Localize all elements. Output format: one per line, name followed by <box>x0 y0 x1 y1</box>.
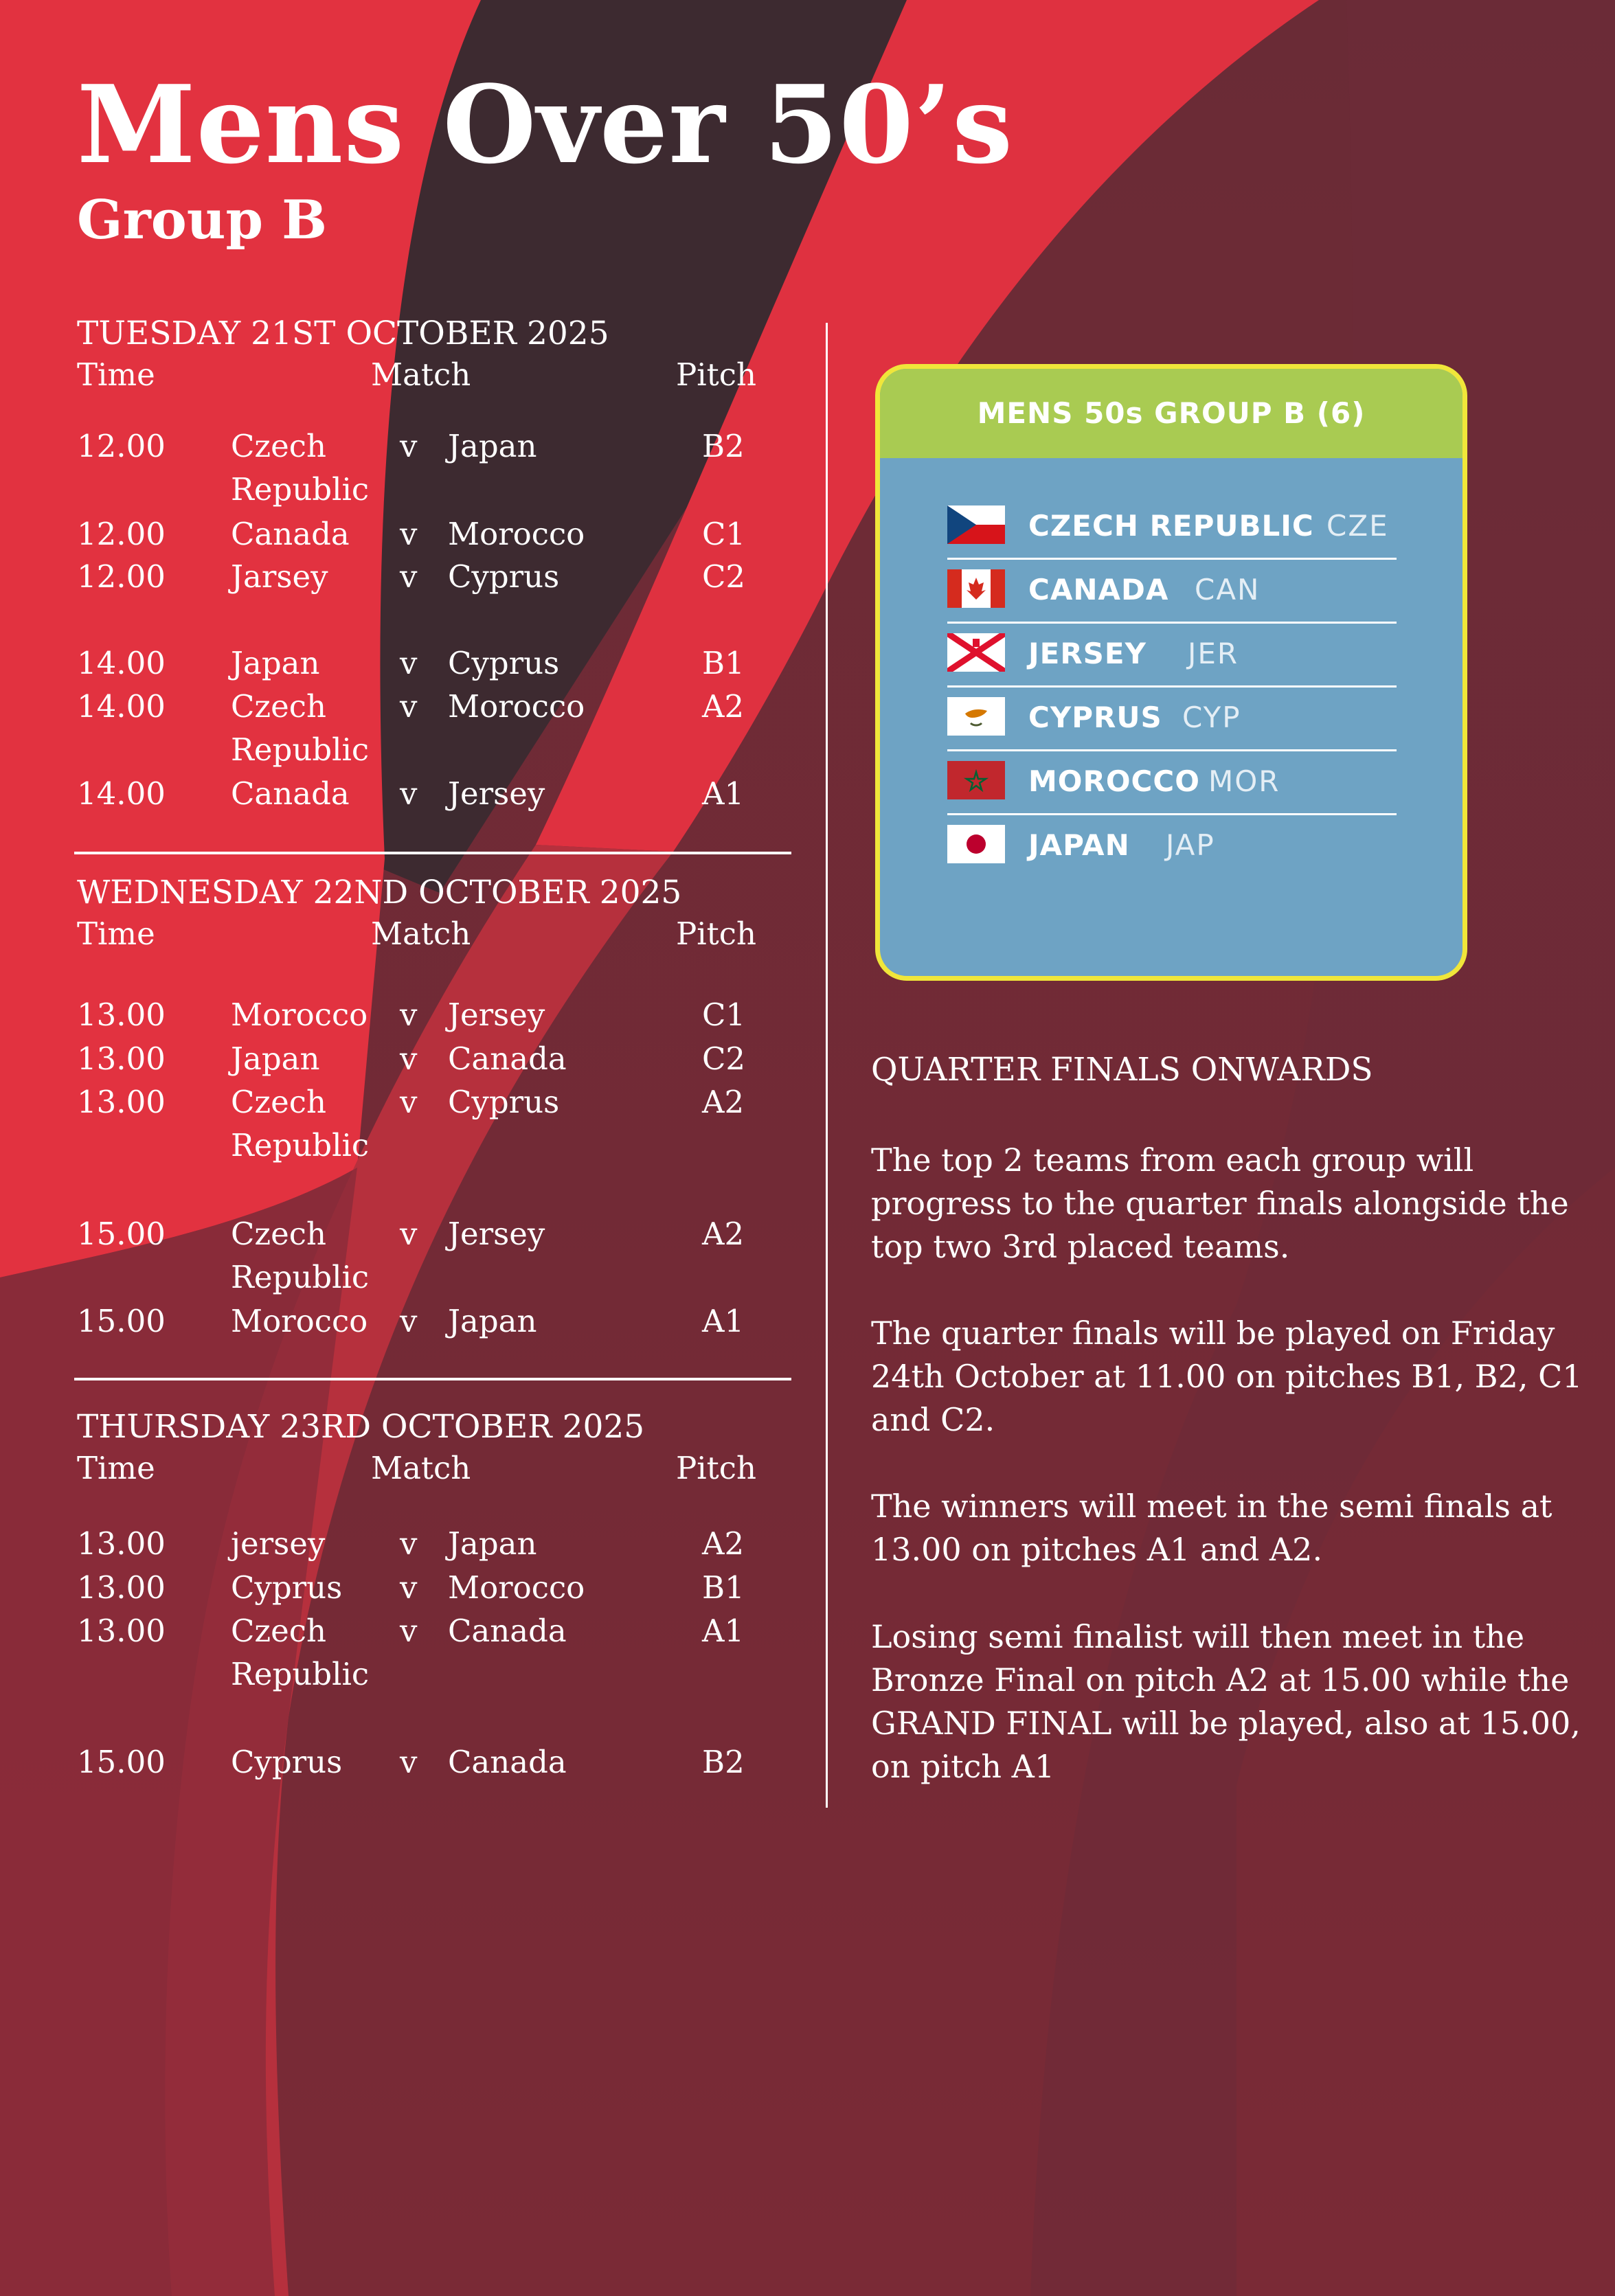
versus-label: v <box>400 1525 418 1562</box>
match-row <box>77 1037 791 1080</box>
versus-label: v <box>400 1744 418 1780</box>
czech-flag-icon <box>947 505 1005 544</box>
day-schedule-tuesday <box>77 315 791 397</box>
match-row <box>77 1080 791 1167</box>
away-team: Japan <box>448 1303 537 1339</box>
day-title: TUESDAY 21ST OCTOBER 2025 <box>77 315 609 352</box>
team-code: JAP <box>1166 828 1215 862</box>
team-code: JER <box>1188 637 1239 670</box>
match-pitch: A2 <box>702 1216 745 1252</box>
day-title: WEDNESDAY 22ND OCTOBER 2025 <box>77 874 682 911</box>
page-subtitle: Group B <box>77 189 328 251</box>
home-team: Cyprus <box>231 1744 343 1780</box>
match-header: Match <box>371 1450 471 1486</box>
column-divider <box>826 323 828 1808</box>
match-row <box>77 685 791 771</box>
match-pitch: B2 <box>702 1744 745 1780</box>
away-team: Jersey <box>448 997 545 1033</box>
versus-label: v <box>400 1216 418 1252</box>
time-header: Time <box>77 356 155 393</box>
day-schedule-wednesday <box>77 874 791 956</box>
match-pitch: B1 <box>702 645 745 681</box>
team-row-morocco <box>947 750 1397 815</box>
versus-label: v <box>400 1041 418 1077</box>
match-pitch: C1 <box>702 997 746 1033</box>
pitch-header: Pitch <box>676 916 756 952</box>
home-team: Morocco <box>231 997 368 1033</box>
match-row <box>77 1299 791 1343</box>
column-headers <box>77 353 791 397</box>
pitch-header: Pitch <box>676 356 756 393</box>
match-row <box>77 1566 791 1609</box>
home-team: Japan <box>231 1041 320 1077</box>
home-team: jersey <box>231 1525 326 1562</box>
home-team: Czech Republic <box>231 1084 370 1163</box>
versus-label: v <box>400 1613 418 1649</box>
home-team: Canada <box>231 516 350 552</box>
versus-label: v <box>400 428 418 464</box>
match-row <box>77 1740 791 1784</box>
japan-flag-icon <box>947 825 1005 863</box>
jersey-flag-icon <box>947 633 1005 672</box>
section-divider <box>74 1378 791 1380</box>
match-row <box>77 424 791 511</box>
away-team: Cyprus <box>448 558 560 595</box>
time-header: Time <box>77 916 155 952</box>
match-pitch: C2 <box>702 1041 746 1077</box>
match-pitch: C1 <box>702 516 746 552</box>
match-time: 12.00 <box>77 516 166 552</box>
match-time: 14.00 <box>77 688 166 725</box>
match-pitch: A2 <box>702 688 745 725</box>
column-headers <box>77 912 791 956</box>
match-time: 13.00 <box>77 1041 166 1077</box>
team-code: CYP <box>1182 701 1241 734</box>
home-team: Morocco <box>231 1303 368 1339</box>
match-pitch: B1 <box>702 1569 745 1606</box>
away-team: Japan <box>448 428 537 464</box>
team-name: MOROCCO <box>1028 764 1200 798</box>
match-header: Match <box>371 916 471 952</box>
pitch-header: Pitch <box>676 1450 756 1486</box>
match-time: 15.00 <box>77 1216 166 1252</box>
match-pitch: A1 <box>702 1613 745 1649</box>
match-row <box>77 1609 791 1696</box>
cyprus-flag-icon <box>947 697 1005 736</box>
quarter-finals-paragraph: The quarter finals will be played on Friday 24th October at 11.00 on pitches B1, B2, C1 and C2. <box>871 1315 1583 1438</box>
day-schedule-thursday <box>77 1408 791 1490</box>
match-time: 13.00 <box>77 1569 166 1606</box>
home-team: Jarsey <box>231 558 328 595</box>
versus-label: v <box>400 997 418 1033</box>
canada-flag-icon <box>947 569 1005 608</box>
versus-label: v <box>400 1569 418 1606</box>
section-divider <box>74 852 791 854</box>
team-name: JAPAN <box>1028 828 1130 862</box>
match-header: Match <box>371 356 471 393</box>
group-card-title: MENS 50s GROUP B (6) <box>880 369 1462 458</box>
home-team: Japan <box>231 645 320 681</box>
match-row <box>77 1522 791 1565</box>
team-row-cyprus <box>947 686 1397 751</box>
group-card <box>875 364 1467 981</box>
match-time: 15.00 <box>77 1744 166 1780</box>
match-pitch: A2 <box>702 1525 745 1562</box>
team-row-jersey <box>947 622 1397 687</box>
match-row <box>77 641 791 685</box>
versus-label: v <box>400 645 418 681</box>
match-time: 14.00 <box>77 775 166 812</box>
versus-label: v <box>400 1303 418 1339</box>
quarter-finals-title: QUARTER FINALS ONWARDS <box>871 1051 1373 1089</box>
away-team: Morocco <box>448 1569 585 1606</box>
match-row <box>77 1212 791 1299</box>
team-name: CYPRUS <box>1028 701 1162 734</box>
semi-finals-paragraph: The winners will meet in the semi finals at 13.00 on pitches A1 and A2. <box>871 1488 1552 1568</box>
versus-label: v <box>400 558 418 595</box>
match-time: 13.00 <box>77 997 166 1033</box>
away-team: Japan <box>448 1525 537 1562</box>
day-title: THURSDAY 23RD OCTOBER 2025 <box>77 1408 645 1446</box>
away-team: Cyprus <box>448 1084 560 1120</box>
team-code: CZE <box>1326 509 1389 543</box>
column-headers <box>77 1446 791 1490</box>
match-pitch: B2 <box>702 428 745 464</box>
match-time: 12.00 <box>77 428 166 464</box>
team-code: CAN <box>1195 573 1261 606</box>
match-pitch: A1 <box>702 775 745 812</box>
versus-label: v <box>400 1084 418 1120</box>
home-team: Canada <box>231 775 350 812</box>
away-team: Canada <box>448 1041 567 1077</box>
match-row <box>77 512 791 556</box>
versus-label: v <box>400 688 418 725</box>
morocco-flag-icon <box>947 761 1005 799</box>
finals-paragraph: Losing semi finalist will then meet in the Bronze Final on pitch A2 at 15.00 while the GRAND FINAL will be played, also at 15.00, on pitch A1 <box>871 1618 1581 1785</box>
match-pitch: C2 <box>702 558 746 595</box>
home-team: Czech Republic <box>231 1613 370 1692</box>
home-team: Czech Republic <box>231 1216 370 1295</box>
match-time: 13.00 <box>77 1084 166 1120</box>
match-time: 13.00 <box>77 1525 166 1562</box>
home-team: Cyprus <box>231 1569 343 1606</box>
versus-label: v <box>400 516 418 552</box>
team-row-japan <box>947 814 1397 877</box>
team-row-canada <box>947 558 1397 624</box>
away-team: Morocco <box>448 516 585 552</box>
match-time: 13.00 <box>77 1613 166 1649</box>
away-team: Canada <box>448 1613 567 1649</box>
match-time: 15.00 <box>77 1303 166 1339</box>
away-team: Cyprus <box>448 645 560 681</box>
page-title: Mens Over 50’s <box>77 62 1014 187</box>
match-time: 14.00 <box>77 645 166 681</box>
match-pitch: A2 <box>702 1084 745 1120</box>
away-team: Jersey <box>448 1216 545 1252</box>
away-team: Jersey <box>448 775 545 812</box>
time-header: Time <box>77 1450 155 1486</box>
home-team: Czech Republic <box>231 428 370 508</box>
match-row <box>77 993 791 1036</box>
match-row <box>77 772 791 815</box>
team-row-czech-republic <box>947 495 1397 560</box>
away-team: Morocco <box>448 688 585 725</box>
home-team: Czech Republic <box>231 688 370 768</box>
match-pitch: A1 <box>702 1303 745 1339</box>
team-name: CZECH REPUBLIC <box>1028 509 1314 543</box>
match-row <box>77 555 791 598</box>
team-name: CANADA <box>1028 573 1169 606</box>
quarter-finals-paragraph: The top 2 teams from each group will progress to the quarter finals alongside the top two 3rd placed teams. <box>871 1141 1569 1265</box>
team-code: MOR <box>1208 764 1280 798</box>
match-time: 12.00 <box>77 558 166 595</box>
away-team: Canada <box>448 1744 567 1780</box>
versus-label: v <box>400 775 418 812</box>
team-name: JERSEY <box>1028 637 1147 670</box>
